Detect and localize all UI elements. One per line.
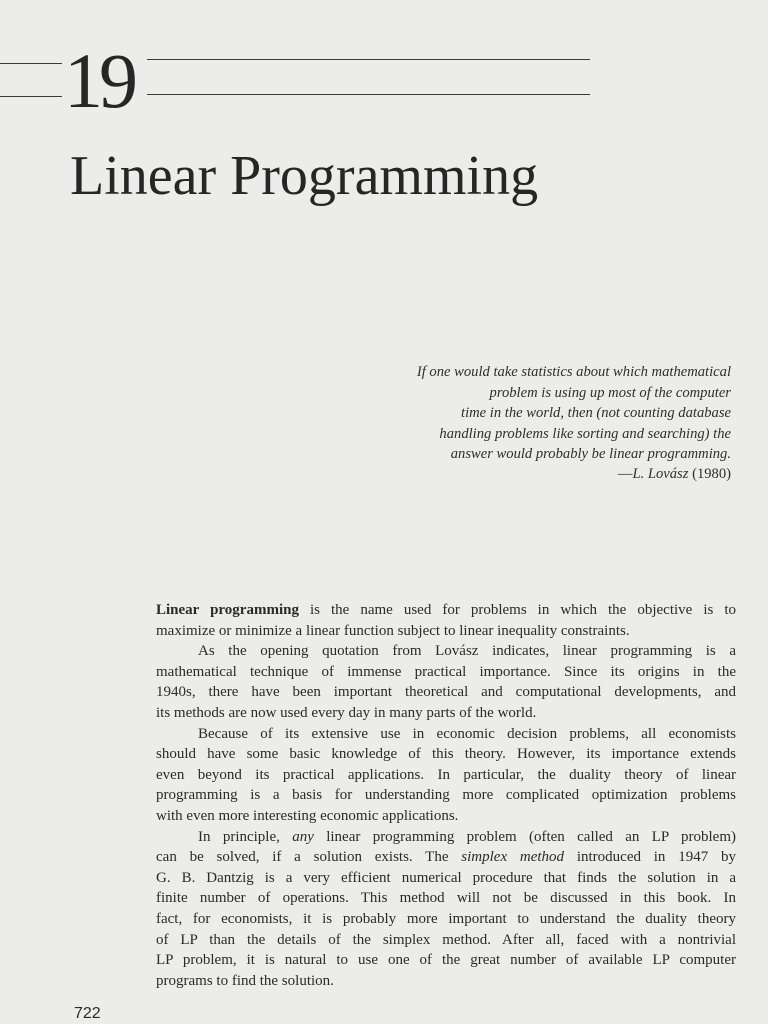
epigraph-line: If one would take statistics about which mathematical [416,364,731,380]
chapter-number: 19 [64,37,134,124]
epigraph-line: handling problems like sorting and searching) the [439,425,731,442]
body-line: even beyond its practical applications. In particular, the duality theory of linear [156,766,736,783]
header-rule-right-bottom [147,94,590,95]
body-line [156,847,736,868]
body-line: with even more interesting economic applications. [156,807,459,824]
header-rule-left-bottom [0,96,62,97]
body-line: LP problem, it is natural to use one of the great number of available LP computer [156,952,736,969]
body-text-run: can be solved, if a solution exists. The [156,849,462,866]
epigraph-quote [331,362,731,465]
defined-term: Linear programming [156,602,299,618]
body-line: programs to find the solution. [156,972,334,989]
body-line: G. B. Dantzig is a very efficient numerical procedure that finds the solution in a [156,869,736,886]
body-line: programming is a basis for understanding more complicated optimization problems [156,787,736,804]
body-text-run: linear programming problem (often called an LP problem) [313,828,736,845]
body-line: finite number of operations. This method will not be discussed in this book. In [156,890,736,907]
epigraph-line: answer would probably be linear programming. [450,446,731,463]
body-line: its methods are now used every day in many parts of the world. [156,704,537,721]
header-rule-left-top [0,63,62,64]
body-line: As the opening quotation from Lovász indicates, linear programming is a [198,643,736,660]
body-line: should have some basic knowledge of this theory. However, its importance extends [156,746,736,763]
attribution-dash: — [617,466,633,482]
body-line: maximize or minimize a linear function subject to linear inequality constraints. [156,622,630,639]
chapter-title: Linear Programming [70,145,539,207]
attribution-author: L. Lovász [632,466,689,482]
body-line [156,600,736,621]
header-rule-right-top [147,59,590,60]
page-number: 722 [74,1005,101,1022]
body-text-run: In principle, [198,828,293,845]
body-text-run: introduced in 1947 by [564,849,736,866]
body-text-run: is the name used for problems in which the objective is to [298,602,737,618]
emphasis-simplex-method: simplex method [461,849,565,866]
body-line [156,827,736,848]
body-line: fact, for economists, it is probably more important to understand the duality theory [156,910,736,927]
attribution-year: (1980) [692,466,731,482]
body-line: of LP than the details of the simplex method. After all, faced with a nontrivial [156,931,736,948]
epigraph-attribution [618,464,731,484]
body-line: Because of its extensive use in economic decision problems, all economists [198,725,736,742]
emphasis-any: any [292,828,314,845]
epigraph-line: problem is using up most of the computer [489,384,731,401]
chapter-body [156,600,736,991]
body-line: mathematical technique of immense practical importance. Since its origins in the [156,663,736,680]
body-line: 1940s, there have been important theoretical and computational developments, and [156,684,736,701]
epigraph-line: time in the world, then (not counting database [461,405,731,422]
